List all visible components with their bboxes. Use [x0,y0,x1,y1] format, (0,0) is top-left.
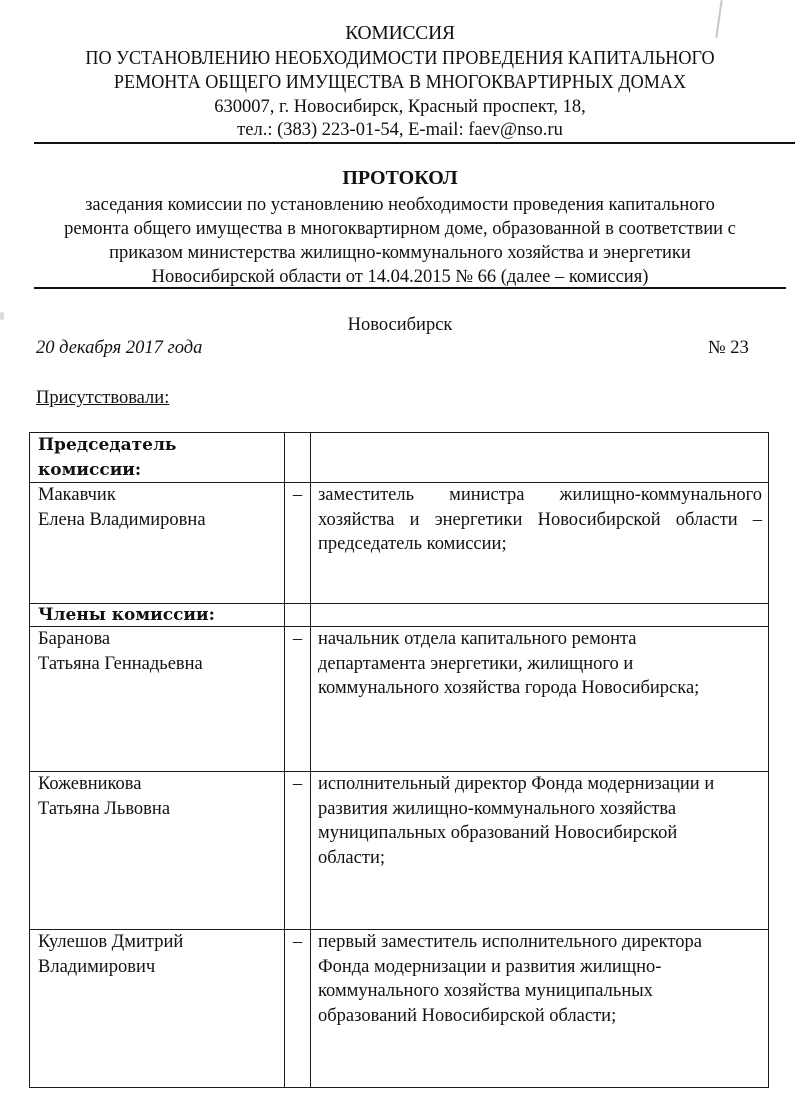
member-position-line: начальник отдела капитального ремонта [318,629,637,649]
protocol-number: № 23 [708,338,749,358]
member-position-line: образований Новосибирской области; [318,1005,617,1026]
table-row [30,627,769,772]
member-surname: Кожевникова [38,774,142,794]
member-position-line: муниципальных образований Новосибирской [318,823,678,843]
chair-heading: Председатель комиссии: [30,433,285,483]
protocol-subtitle-line-4: Новосибирской области от 14.04.2015 № 66 (далее – комиссия) [151,267,649,287]
protocol-title: ПРОТОКОЛ [342,167,458,189]
protocol-subtitle-line-3: приказом министерства жилищно-коммунального хозяйства и энергетики [109,243,691,263]
org-name-line-2: РЕМОНТА ОБЩЕГО ИМУЩЕСТВА В МНОГОКВАРТИРНЫХ ДОМАХ [113,72,687,93]
chair-heading-row [30,433,769,483]
dash: – [285,483,311,604]
members-heading-row [30,604,769,627]
member-position-line: департамента энергетики, жилищного и [318,653,634,674]
dash: – [285,627,311,772]
table-row [30,930,769,1088]
meeting-city: Новосибирск [347,315,453,335]
protocol-rule [34,287,786,289]
table-row [30,772,769,930]
member-given-names: Татьяна Львовна [38,798,171,819]
member-surname: Кулешов Дмитрий [38,932,184,952]
member-given-names: Владимирович [38,956,156,977]
member-position-line: коммунального хозяйства города Новосибирска; [318,678,700,698]
org-address: 630007, г. Новосибирск, Красный проспект, 18, [214,97,586,117]
attendance-table [29,432,769,1088]
dash: – [285,772,311,930]
letterhead-rule [34,142,795,144]
member-position-line: коммунального хозяйства муниципальных [318,981,653,1001]
member-position-line: области; [318,847,385,868]
chair-surname: Макавчик [38,485,116,505]
member-position-line: исполнительный директор Фонда модернизации и [318,774,715,794]
member-surname: Баранова [38,629,111,649]
members-heading: Члены комиссии: [30,604,285,627]
org-title: КОМИССИЯ [345,23,455,44]
attendance-label: Присутствовали: [36,388,170,408]
member-given-names: Татьяна Геннадьевна [38,653,203,674]
member-position-line: Фонда модернизации и развития жилищно- [318,956,662,977]
chair-given-names: Елена Владимировна [38,509,206,530]
table-row [30,483,769,604]
meeting-date: 20 декабря 2017 года [36,338,203,358]
member-position-line: развития жилищно-коммунального хозяйства [318,798,677,819]
protocol-subtitle-line-2: ремонта общего имущества в многоквартирном доме, образованной в соответствии с [64,219,736,239]
dash: – [285,930,311,1088]
member-position-line: первый заместитель исполнительного директора [318,932,702,952]
org-contacts: тел.: (383) 223-01-54, E-mail: faev@nso.ru [237,120,563,140]
protocol-subtitle-line-1: заседания комиссии по установлению необходимости проведения капитального [85,195,715,215]
chair-position: заместитель министра жилищно-коммунального хозяйства и энергетики Новосибирской области – председатель комиссии; [311,483,769,604]
org-name-line-1: ПО УСТАНОВЛЕНИЮ НЕОБХОДИМОСТИ ПРОВЕДЕНИЯ КАПИТАЛЬНОГО [85,48,715,69]
